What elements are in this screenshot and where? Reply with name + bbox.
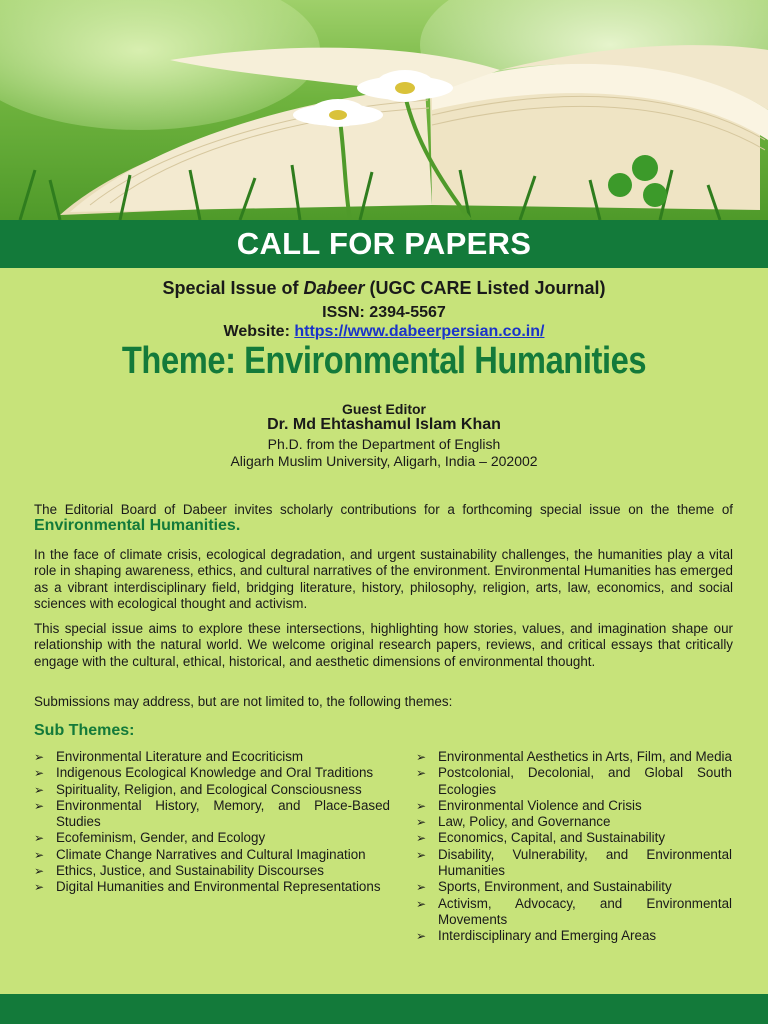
website-line [0,323,768,341]
sub-theme-text: Environmental History, Memory, and Place-Based Studies [56,797,390,830]
open-book-with-daisies-illustration [0,0,768,220]
arrow-bullet-icon: ➢ [416,896,427,911]
intro-paragraph [34,502,733,535]
sub-theme-text: Disability, Vulnerability, and Environmental Humanities [438,846,732,879]
sub-theme-item [416,830,732,846]
arrow-bullet-icon: ➢ [34,782,45,797]
sub-theme-item [416,765,732,798]
sub-theme-item [416,749,732,765]
sub-theme-item [34,879,390,895]
sub-theme-text: Ethics, Justice, and Sustainability Discourses [56,863,324,879]
sub-theme-item [416,896,732,929]
journal-name: Dabeer [303,278,365,298]
sub-theme-text: Spirituality, Religion, and Ecological Consciousness [56,781,362,797]
website-link[interactable]: https://www.dabeerpersian.co.in/ [294,323,545,340]
theme-title: Theme: Environmental Humanities [121,340,647,382]
context-paragraph: In the face of climate crisis, ecological degradation, and urgent sustainability challenges, the humanities play a vital role in shaping awareness, ethics, and cultural narratives of the environment. Environmental Humanities has emerged as a vibrant interdisciplinary field, bridging literature, history, philosophy, religion, arts, law, economics, and social sciences with ecological thought and activism. [34,547,733,611]
sub-theme-text: Ecofeminism, Gender, and Ecology [56,830,266,846]
sub-theme-text: Environmental Aesthetics in Arts, Film, and Media [438,749,732,764]
sub-theme-item [34,830,390,846]
sub-theme-item [416,814,732,830]
arrow-bullet-icon: ➢ [416,750,427,764]
guest-editor-label: Guest Editor [341,401,426,417]
arrow-bullet-icon: ➢ [34,880,45,895]
sub-themes-right-list [416,749,732,945]
banner-title: CALL FOR PAPERS [236,226,532,261]
arrow-bullet-icon: ➢ [34,831,45,846]
sub-theme-item [416,928,732,944]
sub-themes-left-list [34,749,390,896]
sub-theme-text: Environmental Literature and Ecocriticism [56,749,304,764]
sub-theme-item [34,782,390,798]
arrow-bullet-icon: ➢ [416,766,427,781]
guest-editor-degree: Ph.D. from the Department of English [267,436,501,452]
arrow-bullet-icon: ➢ [416,815,427,830]
guest-editor-name: Dr. Md Ehtashamul Islam Khan [267,416,501,433]
footer-bar [0,994,768,1024]
arrow-bullet-icon: ➢ [416,880,427,895]
sub-theme-item [416,847,732,880]
intro-text: The Editorial Board of Dabeer invites scholarly contributions for a forthcoming special issue on the theme of [34,502,733,517]
arrow-bullet-icon: ➢ [416,847,427,862]
sub-theme-item [34,798,390,831]
hero-image [0,0,768,220]
intro-highlight: Environmental Humanities. [34,517,241,535]
arrow-bullet-icon: ➢ [416,798,427,813]
sub-theme-item [34,749,390,765]
sub-theme-text: Interdisciplinary and Emerging Areas [438,928,657,944]
arrow-bullet-icon: ➢ [416,831,427,846]
arrow-bullet-icon: ➢ [34,864,45,879]
sub-theme-item [34,847,390,863]
aims-paragraph: This special issue aims to explore these intersections, highlighting how stories, values, and imagination shape our relationship with the natural world. We welcome original research papers, reviews, and critical essays that critically engage with the cultural, ethical, historical, and aesthetic dimensions of environmental thought. [34,621,733,669]
special-issue-line [0,278,768,299]
sub-theme-text: Indigenous Ecological Knowledge and Oral Traditions [56,765,374,781]
sub-theme-text: Law, Policy, and Governance [438,814,611,830]
sub-theme-item [34,863,390,879]
sub-theme-text: Environmental Violence and Crisis [438,797,642,813]
call-for-papers-banner [0,220,768,268]
sub-theme-text: Digital Humanities and Environmental Representations [56,879,381,895]
sub-theme-item [416,879,732,895]
sub-themes-heading: Sub Themes: [34,722,135,739]
arrow-bullet-icon: ➢ [34,847,45,862]
arrow-bullet-icon: ➢ [34,798,45,813]
arrow-bullet-icon: ➢ [34,766,45,781]
sub-theme-text: Climate Change Narratives and Cultural Imagination [56,846,366,862]
special-prefix: Special Issue of [162,278,304,298]
submissions-paragraph: Submissions may address, but are not limited to, the following themes: [34,694,453,709]
sub-theme-text: Economics, Capital, and Sustainability [438,830,666,846]
special-suffix: (UGC CARE Listed Journal) [364,278,606,298]
sub-theme-text: Sports, Environment, and Sustainability [438,879,672,895]
issn: ISSN: 2394-5567 [322,304,446,321]
sub-theme-item [34,765,390,781]
arrow-bullet-icon: ➢ [34,750,45,764]
sub-theme-item [416,798,732,814]
website-label: Website: [223,323,295,340]
arrow-bullet-icon: ➢ [416,929,427,944]
sub-theme-text: Activism, Advocacy, and Environmental Movements [438,895,732,927]
sub-theme-text: Postcolonial, Decolonial, and Global South Ecologies [438,765,732,797]
guest-editor-affiliation: Aligarh Muslim University, Aligarh, India – 202002 [230,453,538,469]
